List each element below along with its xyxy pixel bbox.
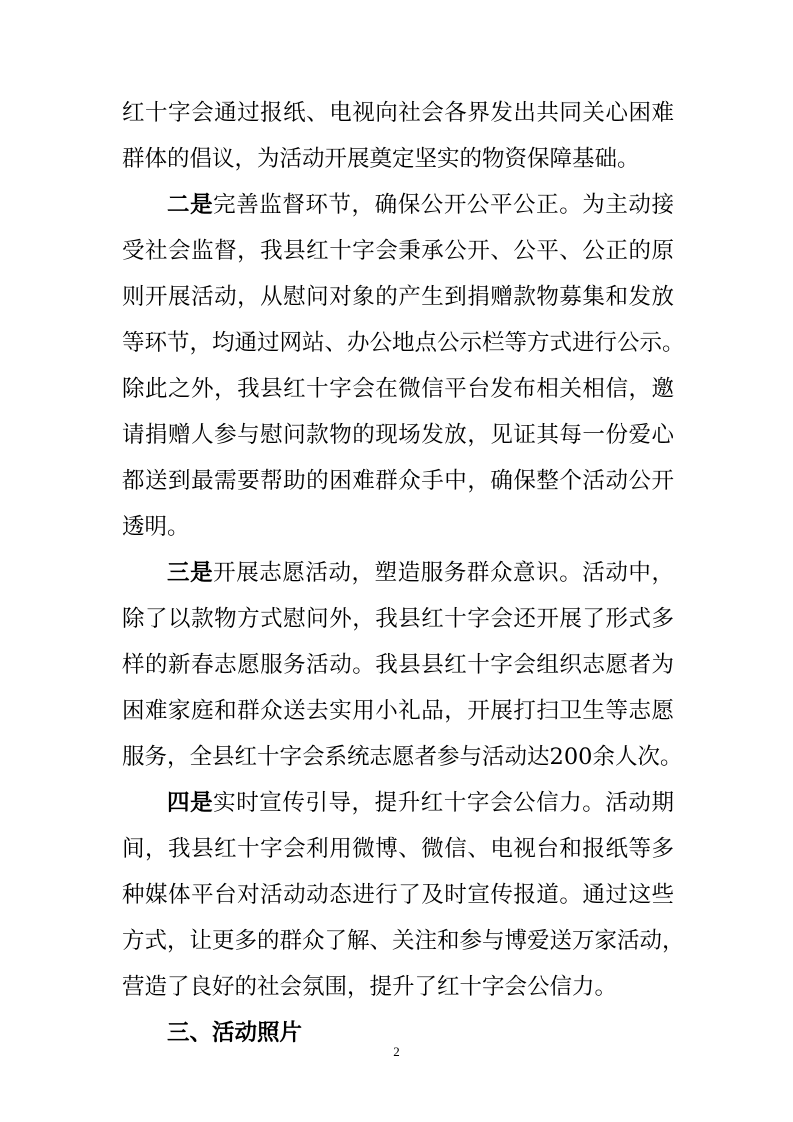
paragraph-line: 透明。	[122, 514, 190, 540]
paragraph-line: 请捐赠人参与慰问款物的现场发放，见证其每一份爱心	[122, 422, 674, 448]
paragraph-line: 种媒体平台对活动动态进行了及时宣传报道。通过这些	[122, 882, 674, 908]
paragraph-line: 样的新春志愿服务活动。我县县红十字会组织志愿者为	[122, 652, 674, 678]
page-number: 2	[393, 1044, 400, 1059]
paragraph-line: 受社会监督，我县红十字会秉承公开、公平、公正的原	[122, 238, 674, 264]
paragraph-line: 营造了良好的社会氛围，提升了红十字会公信力。	[122, 974, 618, 1000]
paragraph-line: 等环节，均通过网站、办公地点公示栏等方式进行公示。	[122, 330, 685, 356]
section-lead: 三是	[167, 560, 214, 586]
paragraph-line: 群体的倡议，为活动开展奠定坚实的物资保障基础。	[122, 146, 640, 172]
paragraph-line: 困难家庭和群众送去实用小礼品，开展打扫卫生等志愿	[122, 698, 674, 724]
paragraph-line: 红十字会通过报纸、电视向社会各界发出共同关心困难	[122, 100, 674, 126]
paragraph-line: 除此之外，我县红十字会在微信平台发布相关相信，邀	[122, 376, 674, 402]
paragraph-line: 服务，全县红十字会系统志愿者参与活动达200余人次。	[122, 744, 683, 770]
paragraph-line: 都送到最需要帮助的困难群众手中，确保整个活动公开	[122, 468, 674, 494]
section-first-text: 开展志愿活动，塑造服务群众意识。活动中，	[213, 560, 674, 586]
section-first-line	[167, 190, 674, 220]
section-heading: 三、活动照片	[167, 1020, 303, 1046]
section-first-text: 实时宣传引导，提升红十字会公信力。活动期	[213, 790, 674, 816]
paragraph-line: 除了以款物方式慰问外，我县红十字会还开展了形式多	[122, 606, 674, 632]
section-lead: 四是	[167, 790, 214, 816]
paragraph-line: 间，我县红十字会利用微博、微信、电视台和报纸等多	[122, 836, 674, 862]
section-lead: 二是	[167, 192, 214, 218]
paragraph-line: 则开展活动，从慰问对象的产生到捐赠款物募集和发放	[122, 284, 674, 310]
paragraph-line: 方式，让更多的群众了解、关注和参与博爱送万家活动，	[122, 928, 685, 954]
section-first-line	[167, 558, 674, 588]
section-first-line	[167, 788, 674, 818]
section-first-text: 完善监督环节，确保公开公平公正。为主动接	[213, 192, 674, 218]
